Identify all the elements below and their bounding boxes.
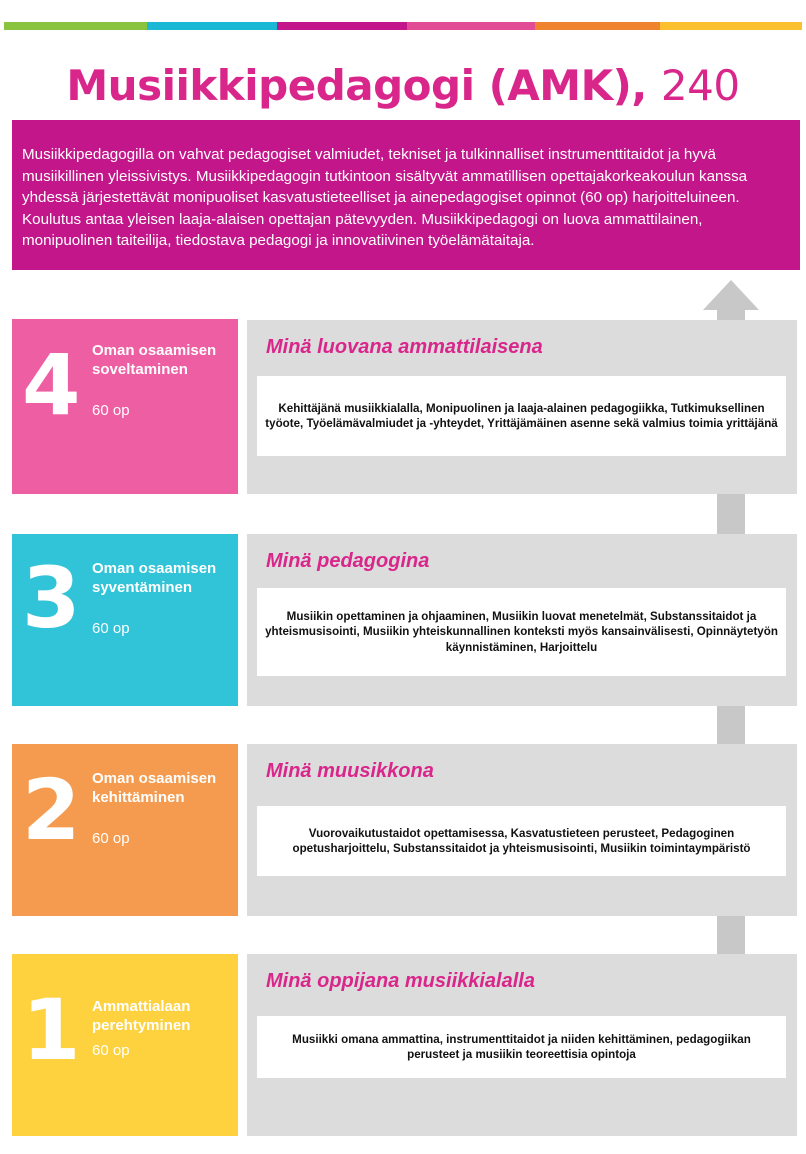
top-color-bar-segment-1 xyxy=(4,22,147,30)
level-1-panel xyxy=(247,954,797,1136)
progress-arrow-spine-2 xyxy=(717,706,745,744)
level-name: Oman osaamisen syventäminen xyxy=(92,560,217,596)
level-3-block xyxy=(12,534,238,706)
level-number: 1 xyxy=(22,981,81,1079)
level-name: Oman osaamisen kehittäminen xyxy=(92,770,217,806)
top-color-bar-segment-5 xyxy=(535,22,660,30)
level-2-panel xyxy=(247,744,797,916)
level-content-text: Kehittäjänä musiikkialalla, Monipuolinen ja laaja-alainen pedagogiikka, Tutkimuksellinen työote, Työelämävalmiudet ja -yhteydet, Yrittäjämäinen asenne sekä valmius toimia yrittäjänä xyxy=(265,401,778,430)
level-number: 2 xyxy=(22,761,81,859)
level-2-block xyxy=(12,744,238,916)
top-color-bar-segment-4 xyxy=(407,22,535,30)
level-content xyxy=(257,806,786,876)
level-credits: 60 op xyxy=(92,620,130,637)
level-1-block xyxy=(12,954,238,1136)
level-content-text: Musiikki omana ammattina, instrumenttitaidot ja niiden kehittäminen, pedagogiikan perusteet ja musiikin teoreettisia opintoja xyxy=(292,1032,751,1061)
intro-box xyxy=(12,120,800,270)
level-4-panel xyxy=(247,320,797,494)
progress-arrow-spine-1 xyxy=(717,916,745,954)
top-color-bar-segment-6 xyxy=(660,22,802,30)
level-content xyxy=(257,588,786,676)
page-title xyxy=(0,58,806,114)
level-content xyxy=(257,1016,786,1078)
level-content-text: Vuorovaikutustaidot opettamisessa, Kasvatustieteen perusteet, Pedagoginen opetusharjoittelu, Substanssitaidot ja yhteismusisointi, Musiikin toimintaympäristö xyxy=(292,826,751,855)
intro-text: Musiikkipedagogilla on vahvat pedagogiset valmiudet, tekniset ja tulkinnalliset instrumenttitaidot ja hyvä musiikillinen yleissivistys. Musiikkipedagogin tutkintoon sisältyvät ammatillisen opettajakorkeakoulun kanssa yhdessä järjestettävät monipuoliset kasvatustieteelliset ja ainepedagogiset opinnot (60 op) harjoitteluineen. Koulutus antaa yleisen laaja-alaisen opettajan pätevyyden. Musiikkipedagogi on luova ammattilainen, monipuolinen taiteilija, tiedostava pedagogi ja innovatiivinen työelämätaitaja. xyxy=(22,146,748,249)
level-4-block xyxy=(12,319,238,494)
level-number: 4 xyxy=(22,336,81,434)
level-heading: Minä oppijana musiikkialalla xyxy=(266,970,535,992)
level-number: 3 xyxy=(22,549,81,647)
progress-arrow-spine-3 xyxy=(717,494,745,534)
level-content-text: Musiikin opettaminen ja ohjaaminen, Musiikin luovat menetelmät, Substanssitaidot ja yhteismusisointi, Musiikin yhteiskunnallinen konteksti myös kansainvälisesti, Opinnäytetyön käynnistäminen, Harjoittelu xyxy=(265,609,778,654)
level-content xyxy=(257,376,786,456)
level-credits: 60 op xyxy=(92,402,130,419)
level-3-panel xyxy=(247,534,797,706)
level-name: Oman osaamisen soveltaminen xyxy=(92,342,217,378)
progress-arrow-head-icon xyxy=(703,280,759,310)
progress-arrow-spine-4 xyxy=(717,308,745,320)
level-heading: Minä luovana ammattilaisena xyxy=(266,336,543,358)
top-color-bar-segment-3 xyxy=(277,22,407,30)
level-heading: Minä muusikkona xyxy=(266,760,434,782)
top-color-bar-segment-2 xyxy=(147,22,277,30)
level-credits: 60 op xyxy=(92,1042,130,1059)
title-credits: 240 xyxy=(660,61,740,110)
title-main: Musiikkipedagogi (AMK), xyxy=(66,61,647,110)
level-name: Ammattialaan perehtyminen xyxy=(92,998,191,1034)
level-heading: Minä pedagogina xyxy=(266,550,430,572)
level-credits: 60 op xyxy=(92,830,130,847)
